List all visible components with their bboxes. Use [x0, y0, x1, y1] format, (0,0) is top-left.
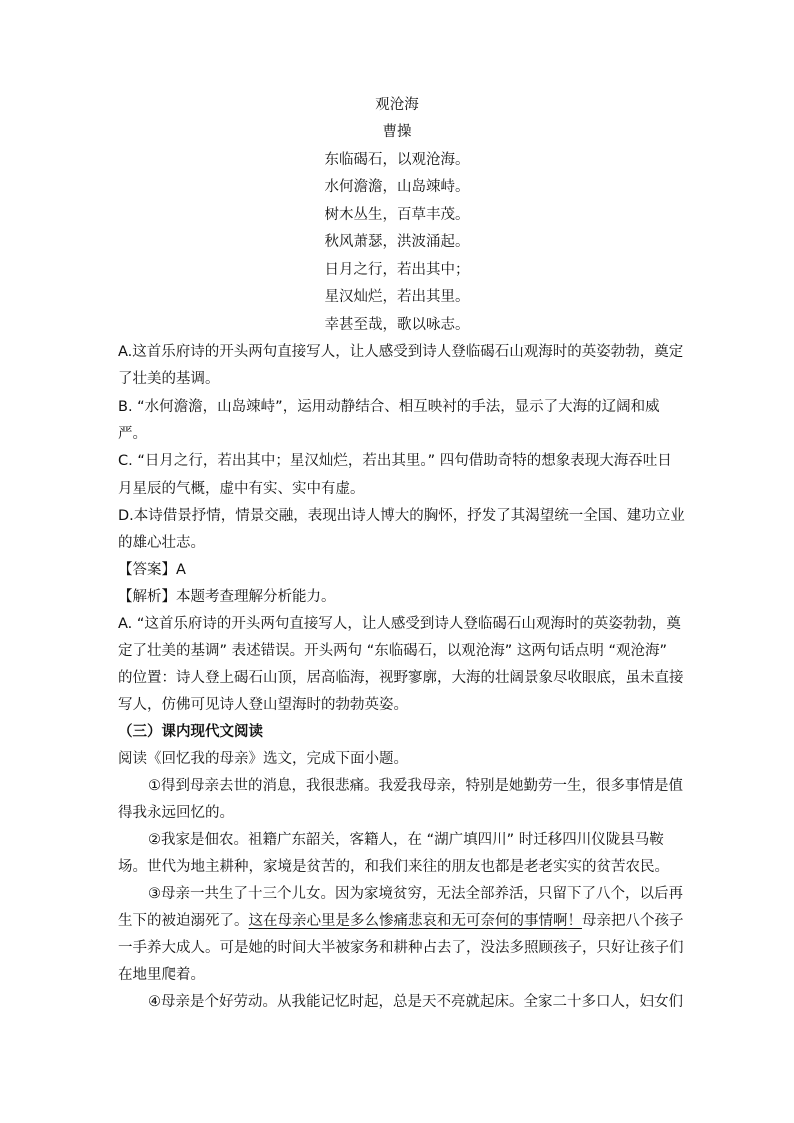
option-c-line-2: 月星辰的气概，虚中有实、实中有虚。	[118, 481, 365, 497]
poem-line: 东临碣石，以观沧海。	[324, 152, 470, 168]
section-instruction: 阅读《回忆我的母亲》选文，完成下面小题。	[118, 751, 408, 767]
paragraph-3-line-2	[118, 911, 684, 931]
analysis-line: 写人，仿佛可见诗人登山望海时的勃勃英姿。	[118, 697, 408, 713]
poem-line: 幸甚至哉，歌以咏志。	[324, 317, 470, 333]
paragraph-3-text: 母亲把八个孩子	[582, 913, 684, 929]
paragraph-3-line-1: ③母亲一共生了十三个儿女。因为家境贫穷，无法全部养活，只留下了八个，以后再	[148, 886, 683, 902]
poem-line: 树木丛生，百草丰茂。	[324, 207, 470, 223]
poem-line: 星汉灿烂，若出其里。	[324, 289, 470, 305]
option-d-line-1: D.本诗借景抒情，情景交融，表现出诗人博大的胸怀，抒发了其渴望统一全国、建功立业	[118, 508, 685, 524]
poem-title: 观沧海	[375, 97, 419, 113]
option-d-line-2: 的雄心壮志。	[118, 535, 205, 551]
option-c-line-1: C. “日月之行，若出其中；星汉灿烂，若出其里。” 四句借助奇特的想象表现大海吞吐日	[118, 453, 672, 469]
paragraph-2-line-1: ②我家是佃农。祖籍广东韶关，客籍人，在 “湖广填四川” 时迁移四川仪陇县马鞍	[148, 832, 664, 848]
option-b-line-2: 严。	[118, 426, 147, 442]
paragraph-3-line-3: 一手养大成人。可是她的时间大半被家务和耕种占去了，没法多照顾孩子，只好让孩子们	[118, 940, 684, 956]
paragraph-2-line-2: 场。世代为地主耕种，家境是贫苦的，和我们来往的朋友也都是老老实实的贫苦农民。	[118, 859, 669, 875]
poem-line: 日月之行，若出其中；	[324, 262, 470, 278]
paragraph-3-text: 生下的被迫溺死了。	[118, 913, 249, 929]
analysis-line: A. “这首乐府诗的开头两句直接写人，让人感受到诗人登临碣石山观海时的英姿勃勃，奠	[118, 616, 681, 632]
poem-line: 秋风萧瑟，洪波涌起。	[324, 234, 470, 250]
option-b-line-1: B. “水何澹澹，山岛竦峙”，运用动静结合、相互映衬的手法，显示了大海的辽阔和威	[118, 399, 660, 415]
answer: 【答案】A	[118, 562, 186, 578]
paragraph-1-line-1: ①得到母亲去世的消息，我很悲痛。我爱我母亲，特别是她勤劳一生，很多事情是值	[148, 778, 683, 794]
analysis-line: 的位置：诗人登上碣石山顶，居高临海，视野寥廓，大海的壮阔景象尽收眼底，虽未直接	[118, 670, 684, 686]
underlined-sentence: 这在母亲心里是多么惨痛悲哀和无可奈何的事情啊！	[248, 913, 582, 929]
section-heading: （三）课内现代文阅读	[118, 724, 263, 740]
poem-author: 曹操	[382, 124, 412, 140]
poem-line: 水何澹澹，山岛竦峙。	[324, 179, 470, 195]
paragraph-3-line-4: 在地里爬着。	[118, 967, 205, 983]
analysis-line: 定了壮美的基调” 表述错误。开头两句 “东临碣石，以观沧海” 这两句话点明 “观沧海”	[118, 643, 667, 659]
option-a-line-2: 了壮美的基调。	[118, 371, 220, 387]
analysis-heading: 【解析】本题考查理解分析能力。	[118, 589, 336, 605]
paragraph-4-line-1: ④母亲是个好劳动。从我能记忆时起，总是天不亮就起床。全家二十多口人，妇女们	[148, 994, 683, 1010]
option-a-line-1: A.这首乐府诗的开头两句直接写人，让人感受到诗人登临碣石山观海时的英姿勃勃，奠定	[118, 344, 684, 360]
paragraph-1-line-2: 得我永远回忆的。	[118, 805, 234, 821]
